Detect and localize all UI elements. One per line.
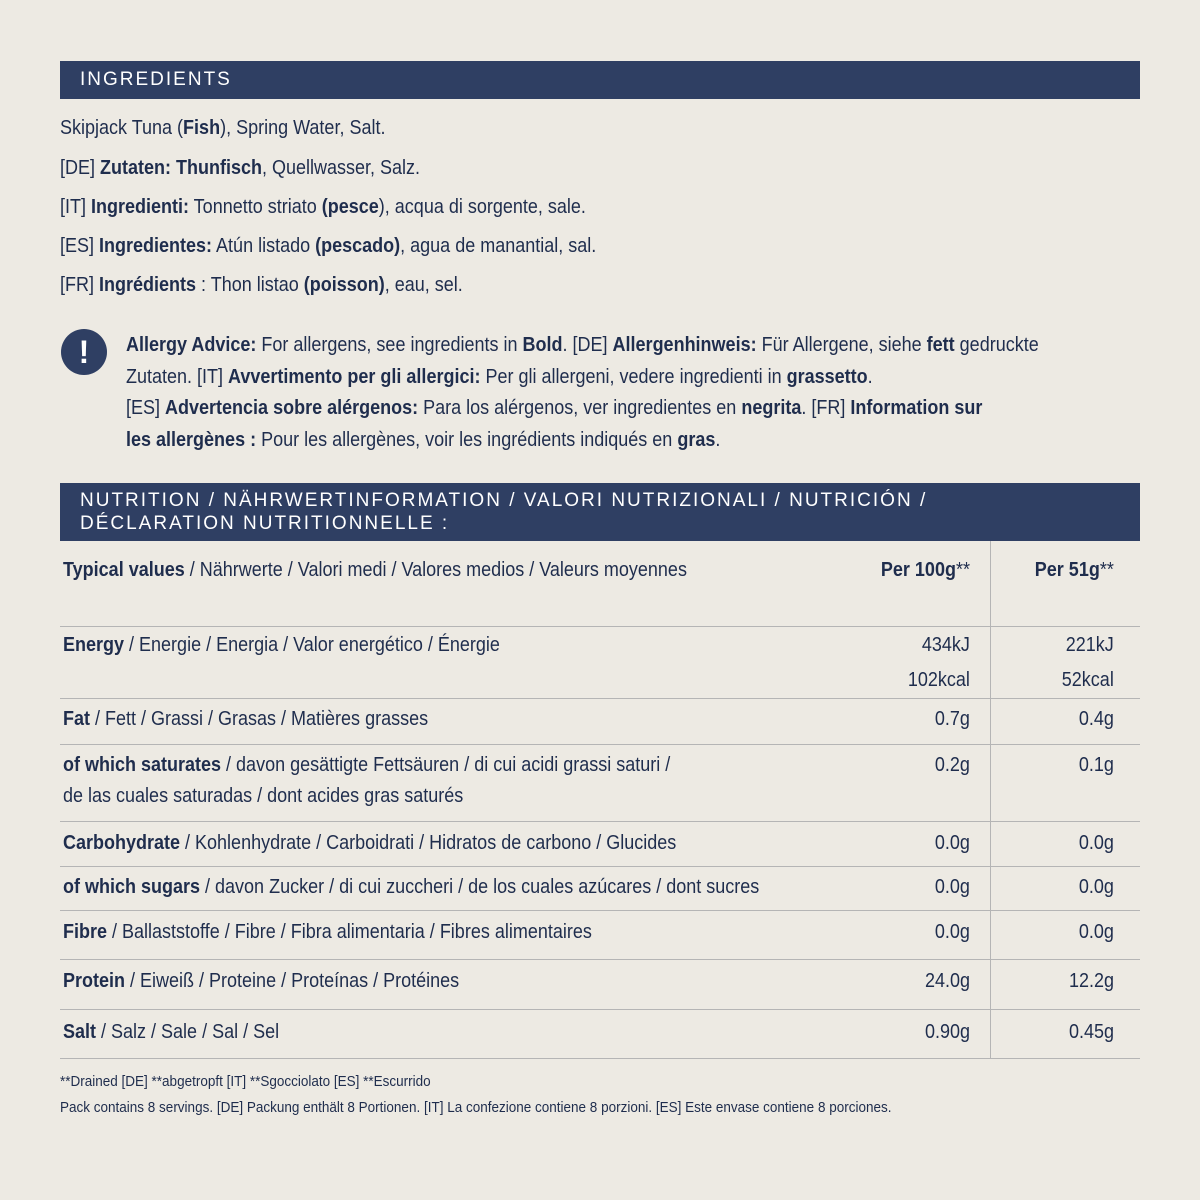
ingredients-line-es: [ES] Ingredientes: Atún listado (pescado), agua de manantial, sal. — [60, 235, 597, 257]
energy-per-100g: 434kJ 102kcal — [907, 634, 970, 691]
footnote-drained: **Drained [DE] **abgetropft [IT] **Sgocciolato [ES] **Escurrido — [60, 1073, 431, 1090]
table-row-fat: Fat / Fett / Grassi / Grasas / Matières grasses — [63, 708, 429, 730]
row-divider — [60, 821, 1140, 822]
table-row-saturates: of which saturates / davon gesättigte Fettsäuren / di cui acidi grassi saturi / de las cuales saturadas / dont acides gras saturés — [63, 754, 671, 807]
row-divider — [60, 959, 1140, 960]
row-divider — [60, 866, 1140, 867]
nutrition-title-line-1: NUTRITION / NÄHRWERTINFORMATION / VALORI NUTRIZIONALI / NUTRICIÓN / — [80, 490, 928, 511]
ingredients-line-it: [IT] Ingredienti: Tonnetto striato (pesce), acqua di sorgente, sale. — [60, 196, 586, 218]
salt-per-51g: 0.45g — [1068, 1021, 1114, 1043]
row-divider — [60, 626, 1140, 627]
table-row-carbohydrate: Carbohydrate / Kohlenhydrate / Carboidrati / Hidratos de carbono / Glucides — [63, 832, 677, 854]
saturates-per-51g: 0.1g — [1078, 754, 1114, 776]
fat-per-51g: 0.4g — [1078, 708, 1114, 730]
nutrition-heading — [60, 483, 1140, 541]
ingredients-line-en: Skipjack Tuna (Fish), Spring Water, Salt. — [60, 117, 386, 139]
fibre-per-51g: 0.0g — [1078, 921, 1114, 943]
sugars-per-100g: 0.0g — [934, 876, 970, 898]
ingredients-heading: INGREDIENTS — [60, 61, 1140, 99]
allergy-line-3: [ES] Advertencia sobre alérgenos: Para los alérgenos, ver ingredientes en negrita. [FR] Information sur — [126, 397, 983, 419]
allergy-line-2: Zutaten. [IT] Avvertimento per gli allergici: Per gli allergeni, vedere ingredienti in grassetto. — [126, 365, 873, 388]
sugars-per-51g: 0.0g — [1078, 876, 1114, 898]
table-row-salt: Salt / Salz / Sale / Sal / Sel — [63, 1021, 280, 1043]
exclamation-icon: ! — [61, 329, 107, 375]
fibre-per-100g: 0.0g — [934, 921, 970, 943]
carbohydrate-per-51g: 0.0g — [1078, 832, 1114, 854]
protein-per-100g: 24.0g — [924, 970, 970, 992]
fat-per-100g: 0.7g — [934, 708, 970, 730]
ingredients-line-fr: [FR] Ingrédients : Thon listao (poisson), eau, sel. — [60, 274, 463, 296]
allergy-line-1: Allergy Advice: For allergens, see ingredients in Bold. [DE] Allergenhinweis: Für Allergene, siehe fett gedruckte — [126, 334, 1039, 356]
table-row-sugars: of which sugars / davon Zucker / di cui zuccheri / de los cuales azúcares / dont sucres — [63, 876, 760, 898]
allergy-line-4: les allergènes : Pour les allergènes, voir les ingrédients indiqués en gras. — [126, 428, 721, 451]
column-divider — [990, 541, 991, 1058]
table-header-per-100g: Per 100g** — [880, 559, 970, 581]
carbohydrate-per-100g: 0.0g — [934, 832, 970, 854]
row-divider — [60, 910, 1140, 911]
row-divider — [60, 1009, 1140, 1010]
ingredients-line-de: [DE] Zutaten: Thunfisch, Quellwasser, Salz. — [60, 157, 421, 179]
nutrition-title-line-2: DÉCLARATION NUTRITIONNELLE : — [80, 513, 450, 534]
allergy-advice — [126, 330, 1080, 456]
nutrition-table — [60, 541, 1140, 1059]
footnote-servings: Pack contains 8 servings. [DE] Packung enthält 8 Portionen. [IT] La confezione contiene 8 porzioni. [ES] Este envase contiene 8 porciones. — [60, 1099, 892, 1116]
row-divider — [60, 744, 1140, 745]
row-divider — [60, 698, 1140, 699]
table-header-label: Typical values / Nährwerte / Valori medi / Valores medios / Valeurs moyennes — [63, 559, 687, 581]
row-divider — [60, 1058, 1140, 1059]
saturates-per-100g: 0.2g — [934, 754, 970, 776]
table-header-per-51g: Per 51g** — [1034, 559, 1114, 581]
table-row-protein: Protein / Eiweiß / Proteine / Proteínas / Protéines — [63, 970, 460, 992]
table-row-energy: Energy / Energie / Energia / Valor energético / Énergie — [63, 634, 500, 656]
protein-per-51g: 12.2g — [1068, 970, 1114, 992]
salt-per-100g: 0.90g — [924, 1021, 970, 1043]
table-row-fibre: Fibre / Ballaststoffe / Fibre / Fibra alimentaria / Fibres alimentaires — [63, 921, 592, 943]
energy-per-51g: 221kJ 52kcal — [1061, 634, 1114, 691]
